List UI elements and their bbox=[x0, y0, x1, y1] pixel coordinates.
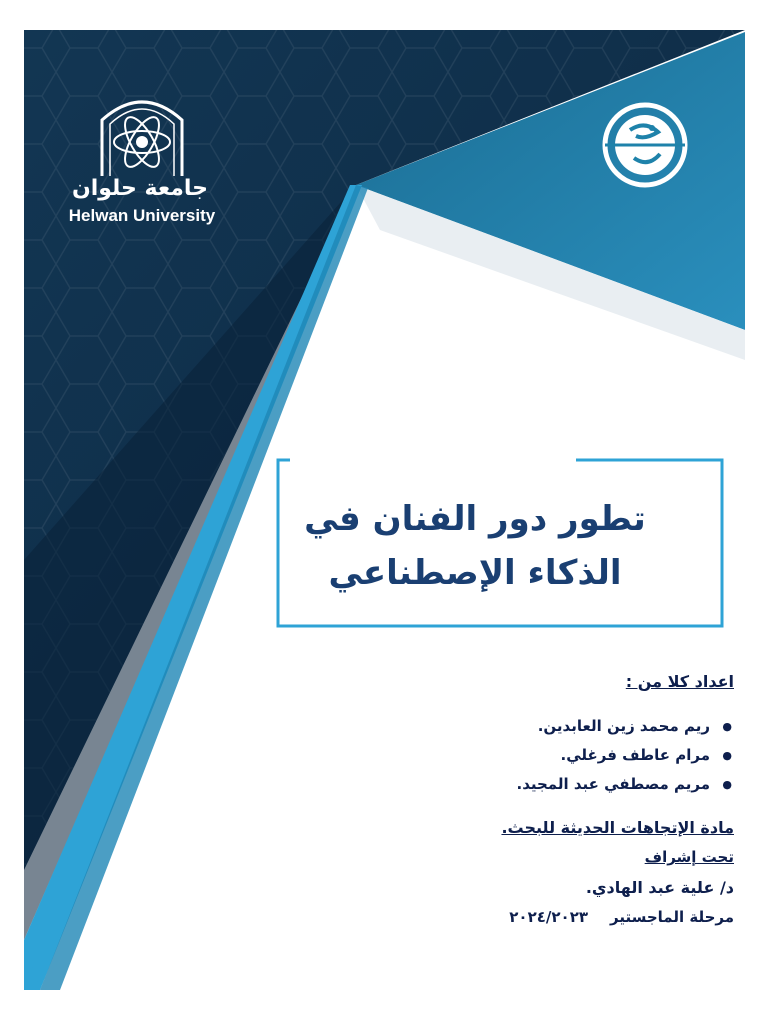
authors-list bbox=[314, 712, 734, 799]
faculty-logo bbox=[600, 100, 690, 190]
supervisor-name: د/ علية عبد الهادي. bbox=[585, 878, 734, 897]
subject-line: مادة الإتجاهات الحديثة للبحث. bbox=[501, 818, 734, 837]
university-name-arabic: جامعة حلوان bbox=[71, 176, 209, 201]
document-title bbox=[290, 492, 660, 600]
stage-label: مرحلة الماجستير bbox=[610, 908, 734, 926]
academic-year: ٢٠٢٤/٢٠٢٣ bbox=[509, 908, 589, 926]
prepared-by-label: اعداد كلا من : bbox=[625, 672, 734, 691]
author-item: ● مرام عاطف فرغلي. bbox=[314, 741, 734, 770]
supervision-label: تحت إشراف bbox=[644, 848, 734, 866]
author-item: ● مريم مصطفي عبد المجيد. bbox=[314, 770, 734, 799]
author-item: ● ريم محمد زين العابدين. bbox=[314, 712, 734, 741]
title-line-1: تطور دور الفنان في bbox=[304, 499, 646, 539]
title-line-2: الذكاء الإصطناعي bbox=[328, 553, 622, 593]
university-name-english: Helwan University bbox=[68, 206, 216, 225]
academic-stage bbox=[314, 908, 734, 926]
